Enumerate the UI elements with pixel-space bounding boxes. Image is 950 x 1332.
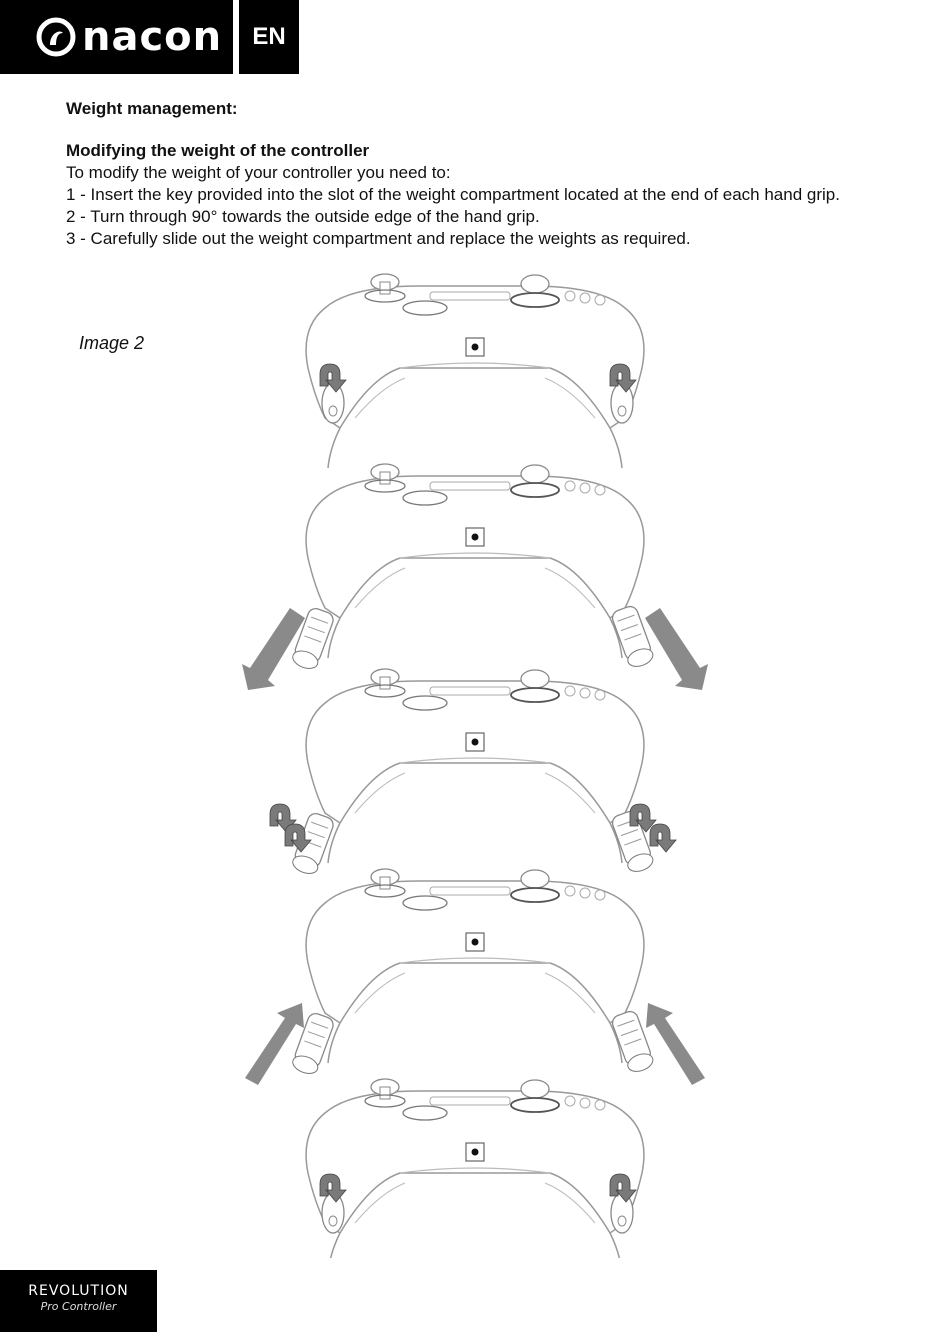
panel-lock-key	[306, 1079, 644, 1258]
step-2: 2 - Turn through 90° towards the outside edge of the hand grip.	[66, 207, 540, 226]
product-subtitle: Pro Controller	[40, 1300, 117, 1313]
instructions	[66, 98, 926, 250]
brand-logo	[0, 0, 233, 74]
figure-caption: Image 2	[79, 333, 145, 353]
product-badge	[0, 1270, 157, 1332]
intro-text: To modify the weight of your controller you need to:	[66, 163, 451, 182]
controller-weight-illustration	[230, 268, 720, 1258]
brand-name: nacon	[82, 14, 223, 60]
step-1: 1 - Insert the key provided into the slot of the weight compartment located at the end of each hand grip.	[66, 185, 840, 204]
section-subtitle: Modifying the weight of the controller	[66, 141, 370, 160]
product-name: REVOLUTION	[28, 1283, 129, 1299]
nacon-emblem-icon	[36, 17, 76, 57]
panel-slide-out	[242, 464, 708, 690]
panel-insert-key	[306, 274, 644, 468]
panel-slide-in	[245, 869, 705, 1085]
section-title: Weight management:	[66, 99, 238, 118]
language-badge: EN	[239, 0, 299, 74]
panel-replace-weights	[270, 669, 676, 877]
step-3: 3 - Carefully slide out the weight compartment and replace the weights as required.	[66, 229, 691, 248]
